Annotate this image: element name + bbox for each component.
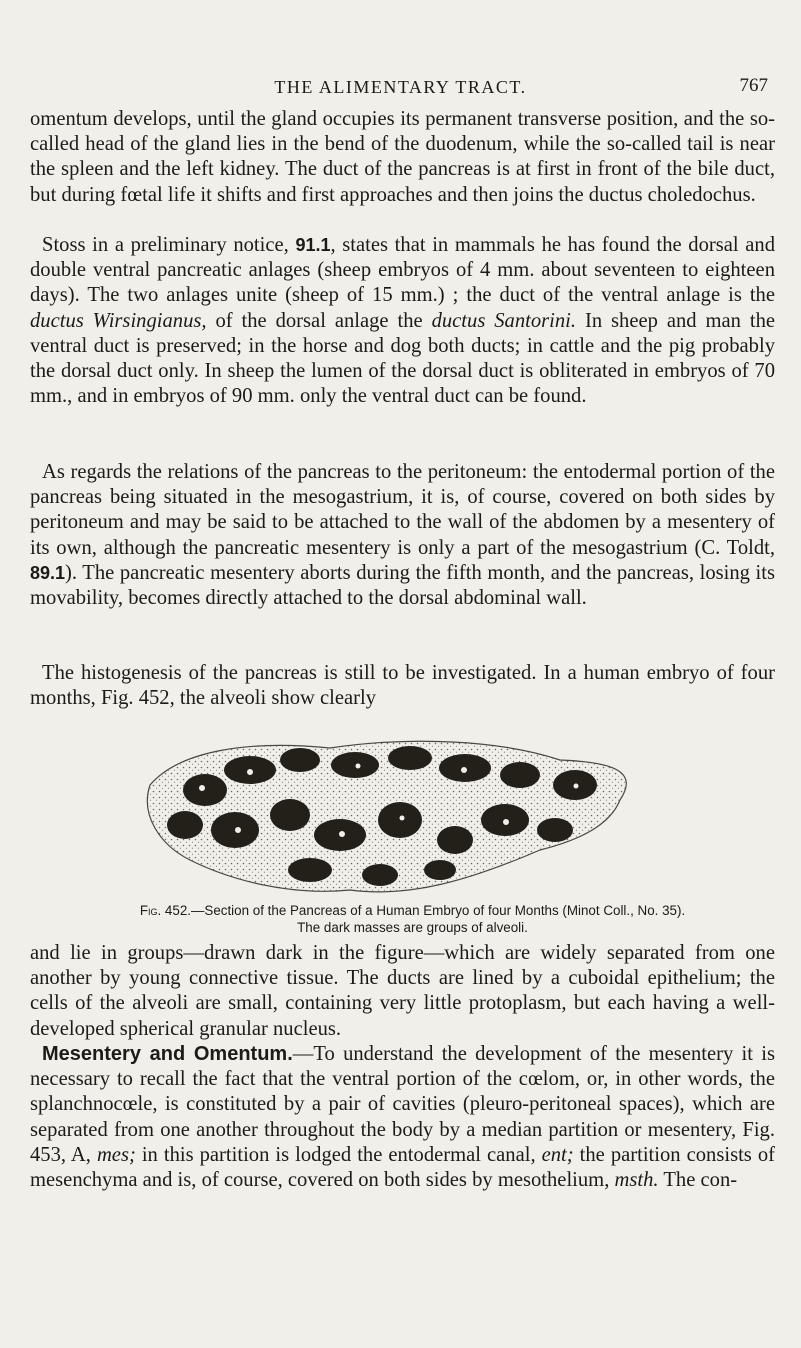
- text-run: the partition consists of mesenchyma and is, of course, covered on both sides by mesothelium,: [30, 1143, 775, 1192]
- caption-line-1: [60, 902, 765, 919]
- citation-ref: 91.1: [295, 235, 331, 255]
- page-number: 767: [739, 75, 768, 96]
- text-run: , states that in mammals he has found the dorsal and double ventral pancreatic anlages (sheep embryos of 4 mm. about seventeen to eighteen days). The two anlages unite (sheep of 15 mm.) ; the duct of the ventral anlage is the: [30, 234, 775, 307]
- label-mes: mes;: [96, 1143, 136, 1166]
- term-ductus-wirsingianus: ductus Wirsingianus,: [30, 309, 207, 332]
- paragraph-mesentery: [30, 1042, 775, 1193]
- text-run: As regards the relations of the pancreas to the peritoneum: the entodermal portion of the pancreas being situated in the mesogastrium, it is, of course, covered on both sides by peritoneum and may be said to be attached to the wall of the abdomen by a mesentery of its own, although the pancreatic mesentery is only a part of the mesogastrium (C. Toldt,: [30, 461, 775, 559]
- running-title: THE ALIMENTARY TRACT.: [274, 77, 527, 97]
- text-run: —To understand the development of the mesentery it is necessary to recall the fact that the ventral portion of the cœlom, or, in other words, the splanchnocœle, is constituted by a pair of cavities (pleuro-peritoneal spaces), which are separated from one another throughout the body by a median partition or mesentery, Fig. 453, A,: [30, 1043, 775, 1166]
- caption-text: —Section of the Pancreas of a Human Embryo of four Months (Minot Coll., No. 35).: [191, 903, 686, 918]
- figure-pancreas-section: [110, 730, 690, 900]
- paragraph-histogenesis: The histogenesis of the pancreas is still to be investigated. In a human embryo of four months, Fig. 452, the alveoli show clearly: [30, 662, 775, 710]
- caption-label: Fig. 452.: [139, 903, 191, 918]
- text-run: of the dorsal anlage the: [206, 309, 432, 332]
- paragraph-continuation: omentum develops, until the gland occupies its permanent transverse position, and the so-called head of the gland lies in the bend of the duodenum, while the so-called tail is near the spleen and the left kidney. The duct of the pancreas is at first in front of the bile duct, but during fœtal life it shifts and first approaches and then joins the ductus choledochus.: [30, 108, 775, 206]
- text-run: in this partition is lodged the entodermal canal,: [135, 1143, 542, 1166]
- paragraph-alveoli: and lie in groups—drawn dark in the figure—which are widely separated from one another by young connective tissue. The ducts are lined by a cuboidal epithelium; the cells of the alveoli are small, containing very little protoplasm, but each having a well-developed spherical granular nucleus.: [30, 942, 775, 1040]
- paragraph-stoss: [30, 233, 775, 409]
- section-heading: Mesentery and Omentum.: [42, 1043, 293, 1065]
- label-ent: ent;: [541, 1143, 574, 1166]
- text-run: Stoss in a preliminary notice,: [42, 234, 296, 256]
- pancreas-section-illustration: [110, 730, 690, 900]
- term-ductus-santorini: ductus Santorini.: [431, 309, 577, 332]
- caption-line-2: The dark masses are groups of alveoli.: [297, 920, 528, 935]
- text-run: ). The pancreatic mesentery aborts during the fifth month, and the pancreas, losing its movability, becomes directly attached to the dorsal abdominal wall.: [30, 561, 775, 610]
- citation-ref: 89.1: [30, 562, 66, 583]
- text-run: The con-: [658, 1169, 738, 1192]
- text-run: In sheep and man the ventral duct is preserved; in the horse and dog both ducts; in cattle and the pig probably the dorsal duct only. In sheep the lumen of the dorsal duct is obliterated in embryos of 70 mm., and in embryos of 90 mm. only the ventral duct can be found.: [30, 309, 776, 408]
- running-head: [0, 73, 801, 103]
- figure-caption: [60, 902, 765, 936]
- label-msth: msth.: [614, 1169, 659, 1192]
- paragraph-peritoneum: [30, 460, 775, 611]
